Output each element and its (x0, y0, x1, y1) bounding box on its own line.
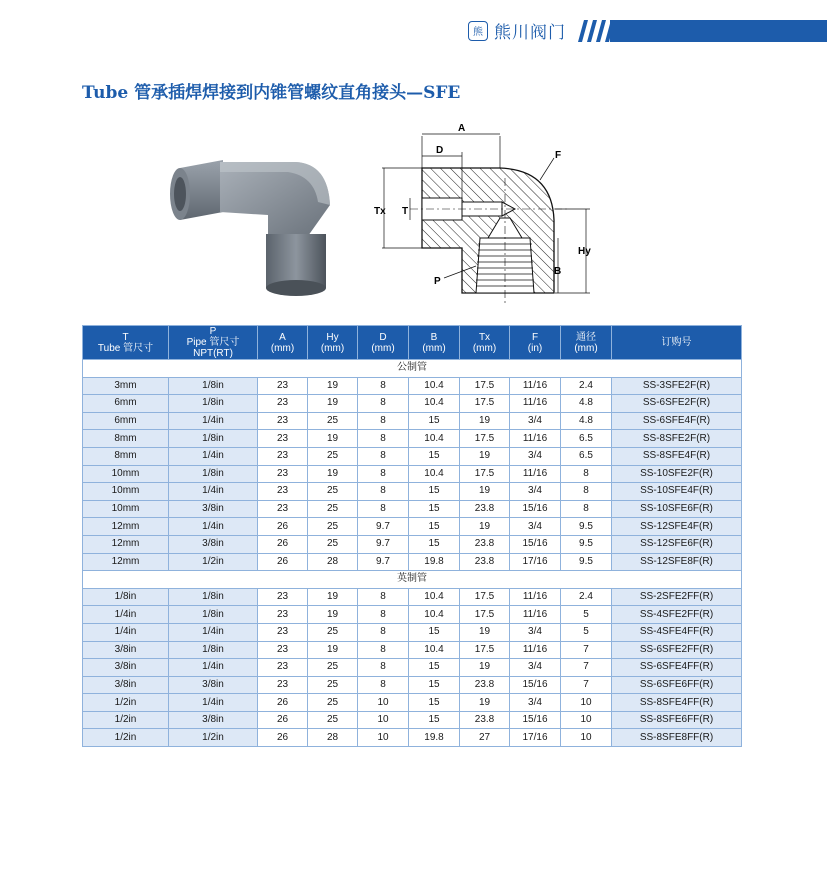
table-row (83, 483, 742, 501)
table-cell: 10.4 (409, 395, 460, 413)
table-cell: 15/16 (510, 711, 561, 729)
table-cell: 17/16 (510, 553, 561, 571)
table-cell: 10 (358, 711, 409, 729)
label-d: D (436, 145, 444, 156)
table-cell: 28 (308, 553, 358, 571)
table-row (83, 694, 742, 712)
table-row (83, 711, 742, 729)
table-cell: 11/16 (510, 606, 561, 624)
table-cell: 8 (358, 412, 409, 430)
table-cell: 26 (258, 518, 308, 536)
table-cell: 25 (308, 535, 358, 553)
column-header-unit: (mm) (422, 342, 446, 354)
table-cell: 1/4in (169, 518, 258, 536)
table-cell: 2.4 (561, 588, 612, 606)
table-cell: 1/2in (83, 729, 169, 747)
table-cell: 25 (308, 694, 358, 712)
table-cell: 11/16 (510, 465, 561, 483)
table-cell: 3/8in (83, 659, 169, 677)
table-cell: 3/8in (83, 641, 169, 659)
table-cell: 19 (308, 430, 358, 448)
column-header (612, 326, 742, 360)
section-drawing (370, 118, 600, 308)
column-header (561, 326, 612, 360)
table-cell: 25 (308, 623, 358, 641)
table-row (83, 412, 742, 430)
table-cell: 1/8in (169, 377, 258, 395)
table-cell: 19 (460, 447, 510, 465)
table-cell: 23.8 (460, 711, 510, 729)
table-cell: 1/4in (169, 447, 258, 465)
table-cell: 1/2in (83, 711, 169, 729)
bear-logo-icon: 熊 (468, 21, 488, 41)
table-cell: 3/8in (169, 711, 258, 729)
table-cell: SS-12SFE4F(R) (612, 518, 742, 536)
table-cell: 8 (561, 483, 612, 501)
table-cell: 23 (258, 377, 308, 395)
table-row (83, 465, 742, 483)
table-row (83, 588, 742, 606)
table-row (83, 553, 742, 571)
table-cell: 26 (258, 535, 308, 553)
section-row (83, 360, 742, 378)
table-cell: 15 (409, 535, 460, 553)
table-cell: 8 (358, 623, 409, 641)
table-cell: 26 (258, 729, 308, 747)
table-cell: 15 (409, 518, 460, 536)
table-cell: 11/16 (510, 395, 561, 413)
table-cell: 17/16 (510, 729, 561, 747)
table-cell: 1/8in (169, 395, 258, 413)
table-cell: 10.4 (409, 430, 460, 448)
table-cell: 23 (258, 412, 308, 430)
table-cell: 23 (258, 500, 308, 518)
table-row (83, 377, 742, 395)
table-cell: 15 (409, 412, 460, 430)
table-cell: 3/4 (510, 412, 561, 430)
table-cell: SS-6SFE4FF(R) (612, 659, 742, 677)
column-header-symbol: Tx (478, 331, 491, 343)
table-cell: SS-12SFE6F(R) (612, 535, 742, 553)
table-cell: 25 (308, 447, 358, 465)
table-row (83, 659, 742, 677)
table-row (83, 623, 742, 641)
table-cell: 19 (460, 694, 510, 712)
table-cell: 23 (258, 623, 308, 641)
table-cell: 3/8in (169, 676, 258, 694)
table-cell: 9.5 (561, 535, 612, 553)
table-cell: 19 (308, 606, 358, 624)
table-cell: 3mm (83, 377, 169, 395)
table-cell: 19 (460, 483, 510, 501)
table-cell: 19 (308, 588, 358, 606)
section-row (83, 571, 742, 589)
table-cell: 25 (308, 659, 358, 677)
table-cell: 25 (308, 711, 358, 729)
table-cell: 15 (409, 483, 460, 501)
table-cell: 4.8 (561, 412, 612, 430)
table-cell: 1/4in (169, 623, 258, 641)
table-cell: 26 (258, 694, 308, 712)
column-header-symbol: 订购号 (661, 337, 692, 348)
table-cell: 25 (308, 676, 358, 694)
table-cell: SS-8SFE6FF(R) (612, 711, 742, 729)
column-header (83, 326, 169, 360)
table-cell: 15 (409, 676, 460, 694)
table-cell: 19 (308, 465, 358, 483)
table-cell: 15 (409, 623, 460, 641)
table-cell: 17.5 (460, 606, 510, 624)
table-cell: 6mm (83, 412, 169, 430)
column-header-unit: (mm) (574, 342, 598, 354)
column-header-symbol: B (430, 331, 438, 343)
column-header (308, 326, 358, 360)
table-row (83, 395, 742, 413)
section-label: 公制管 (83, 360, 742, 378)
table-cell: 17.5 (460, 430, 510, 448)
table-cell: 10 (561, 729, 612, 747)
table-cell: 15/16 (510, 500, 561, 518)
table-cell: 8 (358, 588, 409, 606)
table-cell: 8 (358, 377, 409, 395)
table-cell: 1/8in (83, 588, 169, 606)
table-cell: 23.8 (460, 500, 510, 518)
label-f: F (555, 150, 562, 161)
table-cell: 25 (308, 412, 358, 430)
table-cell: SS-10SFE2F(R) (612, 465, 742, 483)
table-cell: 12mm (83, 518, 169, 536)
table-cell: 10.4 (409, 465, 460, 483)
table-row (83, 641, 742, 659)
table-cell: 23 (258, 641, 308, 659)
page-title: Tube 管承插焊焊接到内锥管螺纹直角接头—SFE (82, 83, 461, 103)
table-cell: 8 (358, 395, 409, 413)
table-cell: 4.8 (561, 395, 612, 413)
table-cell: 23.8 (460, 553, 510, 571)
table-cell: 23.8 (460, 535, 510, 553)
table-row (83, 518, 742, 536)
table-cell: 3/8in (169, 535, 258, 553)
table-cell: 8 (358, 430, 409, 448)
table-cell: 17.5 (460, 641, 510, 659)
table-cell: 19 (308, 641, 358, 659)
table-row (83, 676, 742, 694)
table-cell: 23 (258, 606, 308, 624)
table-cell: 19.8 (409, 729, 460, 747)
table-cell: 23 (258, 588, 308, 606)
table-cell: 9.7 (358, 535, 409, 553)
table-cell: SS-3SFE2F(R) (612, 377, 742, 395)
table-cell: 6.5 (561, 447, 612, 465)
table-cell: 27 (460, 729, 510, 747)
label-a: A (458, 123, 466, 134)
table-cell: 10.4 (409, 641, 460, 659)
label-hy: Hy (578, 246, 591, 257)
table-cell: SS-8SFE4F(R) (612, 447, 742, 465)
table-cell: 8mm (83, 447, 169, 465)
table-cell: 2.4 (561, 377, 612, 395)
table-cell: 1/4in (169, 659, 258, 677)
column-header-unit: Tube 管尺寸 (97, 342, 154, 354)
table-cell: 6mm (83, 395, 169, 413)
column-header-symbol: A (279, 331, 286, 343)
table-cell: SS-6SFE4F(R) (612, 412, 742, 430)
column-header (460, 326, 510, 360)
table-row (83, 606, 742, 624)
table-cell: 1/8in (169, 606, 258, 624)
table-cell: 8 (358, 641, 409, 659)
table-cell: 12mm (83, 535, 169, 553)
table-cell: 11/16 (510, 377, 561, 395)
table-cell: SS-2SFE2FF(R) (612, 588, 742, 606)
table-cell: 12mm (83, 553, 169, 571)
table-cell: 1/2in (169, 553, 258, 571)
table-cell: 9.7 (358, 553, 409, 571)
table-cell: 1/8in (169, 641, 258, 659)
table-cell: SS-8SFE4FF(R) (612, 694, 742, 712)
table-cell: 10.4 (409, 588, 460, 606)
table-row (83, 447, 742, 465)
table-cell: 1/4in (169, 412, 258, 430)
table-cell: 15 (409, 694, 460, 712)
table-cell: SS-10SFE6F(R) (612, 500, 742, 518)
table-cell: 7 (561, 659, 612, 677)
table-cell: 1/4in (169, 483, 258, 501)
table-cell: SS-6SFE2F(R) (612, 395, 742, 413)
table-row (83, 430, 742, 448)
brand-name: 熊川阀门 (494, 23, 566, 43)
table-cell: 3/4 (510, 483, 561, 501)
table-cell: 3/8in (83, 676, 169, 694)
table-cell: SS-4SFE4FF(R) (612, 623, 742, 641)
label-p: P (434, 276, 441, 287)
table-cell: 10 (561, 711, 612, 729)
table-cell: 9.7 (358, 518, 409, 536)
column-header-unit: (mm) (472, 342, 497, 354)
table-cell: 19.8 (409, 553, 460, 571)
table-cell: 8 (561, 465, 612, 483)
table-cell: SS-10SFE4F(R) (612, 483, 742, 501)
label-tx: Tx (374, 206, 386, 217)
table-cell: SS-12SFE8F(R) (612, 553, 742, 571)
header-bar (610, 20, 827, 42)
table-cell: 8mm (83, 430, 169, 448)
spec-table (82, 325, 742, 747)
column-header-unit: (in) (527, 342, 543, 354)
table-cell: 19 (308, 377, 358, 395)
table-cell: 23 (258, 483, 308, 501)
table-cell: 3/4 (510, 447, 561, 465)
table-cell: 8 (358, 500, 409, 518)
table-cell: 3/4 (510, 659, 561, 677)
table-cell: 1/8in (169, 465, 258, 483)
table-cell: 10 (561, 694, 612, 712)
table-cell: 15 (409, 447, 460, 465)
table-cell: 15/16 (510, 535, 561, 553)
table-row (83, 729, 742, 747)
table-cell: 17.5 (460, 377, 510, 395)
table-cell: 19 (308, 395, 358, 413)
table-header-row (83, 326, 742, 360)
table-cell: 3/8in (169, 500, 258, 518)
table-cell: 1/4in (83, 623, 169, 641)
table-cell: 15 (409, 711, 460, 729)
table-cell: 8 (358, 465, 409, 483)
table-cell: 25 (308, 483, 358, 501)
table-row (83, 535, 742, 553)
table-cell: SS-6SFE6FF(R) (612, 676, 742, 694)
table-cell: 10 (358, 729, 409, 747)
table-cell: 15/16 (510, 676, 561, 694)
table-cell: 10 (358, 694, 409, 712)
table-cell: 19 (460, 659, 510, 677)
table-cell: 19 (460, 518, 510, 536)
table-cell: 7 (561, 641, 612, 659)
column-header-unit: (mm) (320, 342, 345, 354)
table-cell: 1/8in (169, 588, 258, 606)
table-cell: 10mm (83, 465, 169, 483)
table-cell: 23 (258, 395, 308, 413)
table-cell: 26 (258, 711, 308, 729)
table-cell: 26 (258, 553, 308, 571)
table-cell: SS-6SFE2FF(R) (612, 641, 742, 659)
table-cell: 10mm (83, 500, 169, 518)
table-cell: SS-4SFE2FF(R) (612, 606, 742, 624)
table-cell: 25 (308, 518, 358, 536)
table-cell: 28 (308, 729, 358, 747)
table-cell: 11/16 (510, 588, 561, 606)
table-cell: 9.5 (561, 553, 612, 571)
table-cell: 19 (460, 412, 510, 430)
product-photo (168, 150, 343, 300)
table-cell: 11/16 (510, 641, 561, 659)
column-header-symbol: Hy (326, 331, 339, 343)
column-header (510, 326, 561, 360)
table-cell: 8 (358, 659, 409, 677)
column-header (409, 326, 460, 360)
table-cell: 5 (561, 623, 612, 641)
table-cell: 19 (460, 623, 510, 641)
table-row (83, 500, 742, 518)
table-cell: 3/4 (510, 623, 561, 641)
table-cell: 15 (409, 500, 460, 518)
table-cell: 15 (409, 659, 460, 677)
section-label: 英制管 (83, 571, 742, 589)
table-cell: 17.5 (460, 465, 510, 483)
table-cell: 10.4 (409, 377, 460, 395)
table-cell: 8 (358, 483, 409, 501)
column-header-symbol: F (531, 331, 539, 343)
table-cell: 1/2in (83, 694, 169, 712)
column-header-symbol: T (122, 331, 129, 343)
table-cell: 23 (258, 465, 308, 483)
table-cell: 23 (258, 430, 308, 448)
table-cell: 8 (358, 447, 409, 465)
table-cell: 9.5 (561, 518, 612, 536)
column-header-symbol: 通径 (576, 331, 596, 343)
table-cell: SS-8SFE8FF(R) (612, 729, 742, 747)
label-t: T (402, 206, 409, 217)
column-header (358, 326, 409, 360)
column-header-unit: Pipe 管尺寸 NPT(RT) (186, 337, 240, 359)
column-header (169, 326, 258, 360)
table-cell: 8 (358, 676, 409, 694)
table-cell: 25 (308, 500, 358, 518)
table-cell: 3/4 (510, 518, 561, 536)
table-cell: 23.8 (460, 676, 510, 694)
table-cell: SS-8SFE2F(R) (612, 430, 742, 448)
table-cell: 6.5 (561, 430, 612, 448)
table-cell: 10.4 (409, 606, 460, 624)
label-b: B (554, 266, 562, 277)
table-cell: 1/8in (169, 430, 258, 448)
table-cell: 23 (258, 676, 308, 694)
table-cell: 3/4 (510, 694, 561, 712)
table-cell: 17.5 (460, 395, 510, 413)
table-cell: 5 (561, 606, 612, 624)
table-cell: 1/4in (169, 694, 258, 712)
stripes-decoration (578, 20, 614, 42)
table-cell: 23 (258, 659, 308, 677)
column-header (258, 326, 308, 360)
column-header-unit: (mm) (371, 342, 395, 354)
table-cell: 10mm (83, 483, 169, 501)
table-cell: 1/2in (169, 729, 258, 747)
table-cell: 8 (561, 500, 612, 518)
table-cell: 7 (561, 676, 612, 694)
table-cell: 17.5 (460, 588, 510, 606)
column-header-unit: (mm) (270, 342, 295, 354)
table-cell: 11/16 (510, 430, 561, 448)
table-cell: 8 (358, 606, 409, 624)
column-header-symbol: D (379, 331, 387, 343)
table-cell: 23 (258, 447, 308, 465)
brand (468, 18, 566, 43)
column-header-symbol: P (209, 326, 217, 337)
table-cell: 1/4in (83, 606, 169, 624)
